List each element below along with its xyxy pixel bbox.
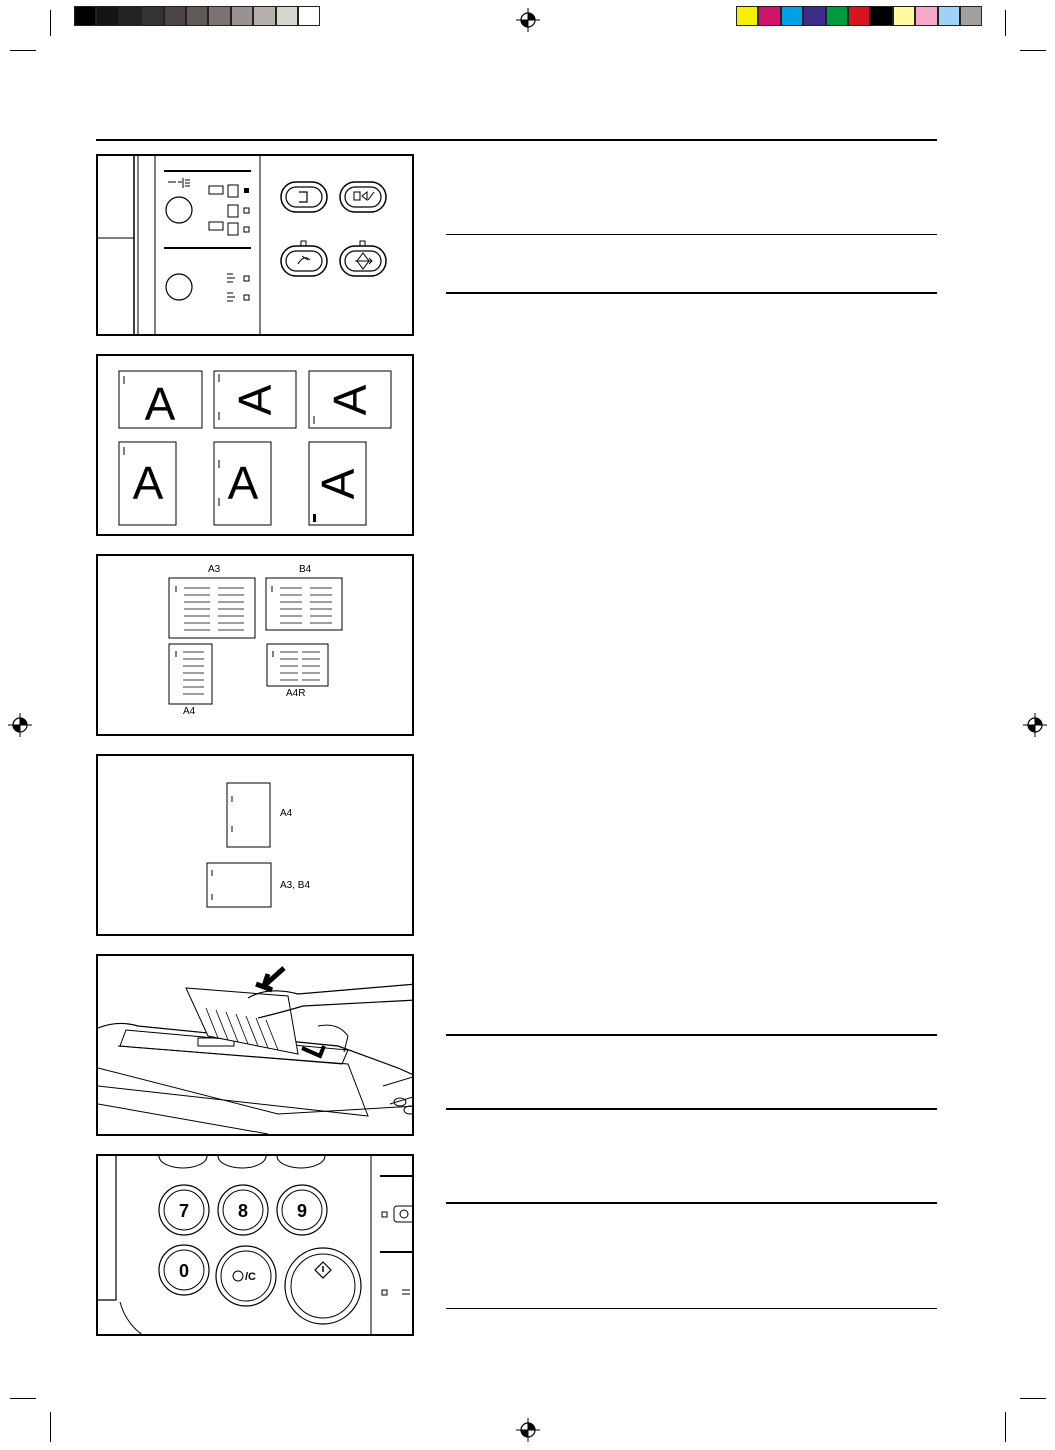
gray-swatch [119, 6, 141, 26]
crosshair-icon [1023, 713, 1047, 737]
letter-a-upright: A [132, 457, 164, 509]
gray-swatch [276, 6, 298, 26]
registration-mark-right [1023, 713, 1047, 737]
key-0: 0 [178, 1261, 190, 1281]
gray-swatch [96, 6, 118, 26]
label-a4: A4 [280, 808, 293, 819]
clear-key-label: /C [245, 1271, 256, 1283]
registration-mark-left [8, 713, 32, 737]
figure-paper-sizes [96, 554, 414, 736]
key-8: 8 [237, 1201, 249, 1221]
label-a3: A3 [208, 564, 221, 575]
figure-original-orientation [96, 354, 414, 536]
letter-a-rotated: A [324, 384, 376, 416]
label-a4: A4 [183, 706, 196, 717]
color-swatch [758, 6, 780, 26]
letter-a-rotated: A [229, 384, 281, 416]
color-swatch [960, 6, 982, 26]
key-7: 7 [178, 1201, 190, 1221]
gray-swatch [141, 6, 163, 26]
color-swatch [915, 6, 937, 26]
letter-a-upright: A [227, 457, 259, 509]
crosshair-icon [8, 713, 32, 737]
gray-swatch [74, 6, 96, 26]
gray-swatch [186, 6, 208, 26]
key-9: 9 [296, 1201, 308, 1221]
gray-swatch [164, 6, 186, 26]
label-a4r: A4R [286, 688, 306, 699]
figure-document-loading [96, 954, 414, 1136]
gray-swatch [231, 6, 253, 26]
figure-numeric-keypad [96, 1154, 414, 1336]
color-swatch [848, 6, 870, 26]
letter-a-upright: A [144, 378, 176, 430]
figure-paper-placement [96, 754, 414, 936]
registration-mark-bottom [516, 1418, 540, 1442]
header-rule [96, 139, 937, 141]
color-swatch [893, 6, 915, 26]
letter-a-rotated: A [312, 468, 364, 500]
crosshair-icon [516, 8, 540, 32]
color-swatch [938, 6, 960, 26]
color-swatch [870, 6, 892, 26]
gray-swatch [253, 6, 275, 26]
color-swatch [803, 6, 825, 26]
gray-swatch [298, 6, 320, 26]
label-b4: B4 [299, 564, 312, 575]
figure-operation-panel [96, 154, 414, 336]
color-swatch [736, 6, 758, 26]
label-a3-b4: A3, B4 [280, 880, 311, 891]
crosshair-icon [516, 1418, 540, 1442]
color-swatch [781, 6, 803, 26]
color-swatch [826, 6, 848, 26]
gray-swatch [208, 6, 230, 26]
registration-mark-top [516, 8, 540, 32]
